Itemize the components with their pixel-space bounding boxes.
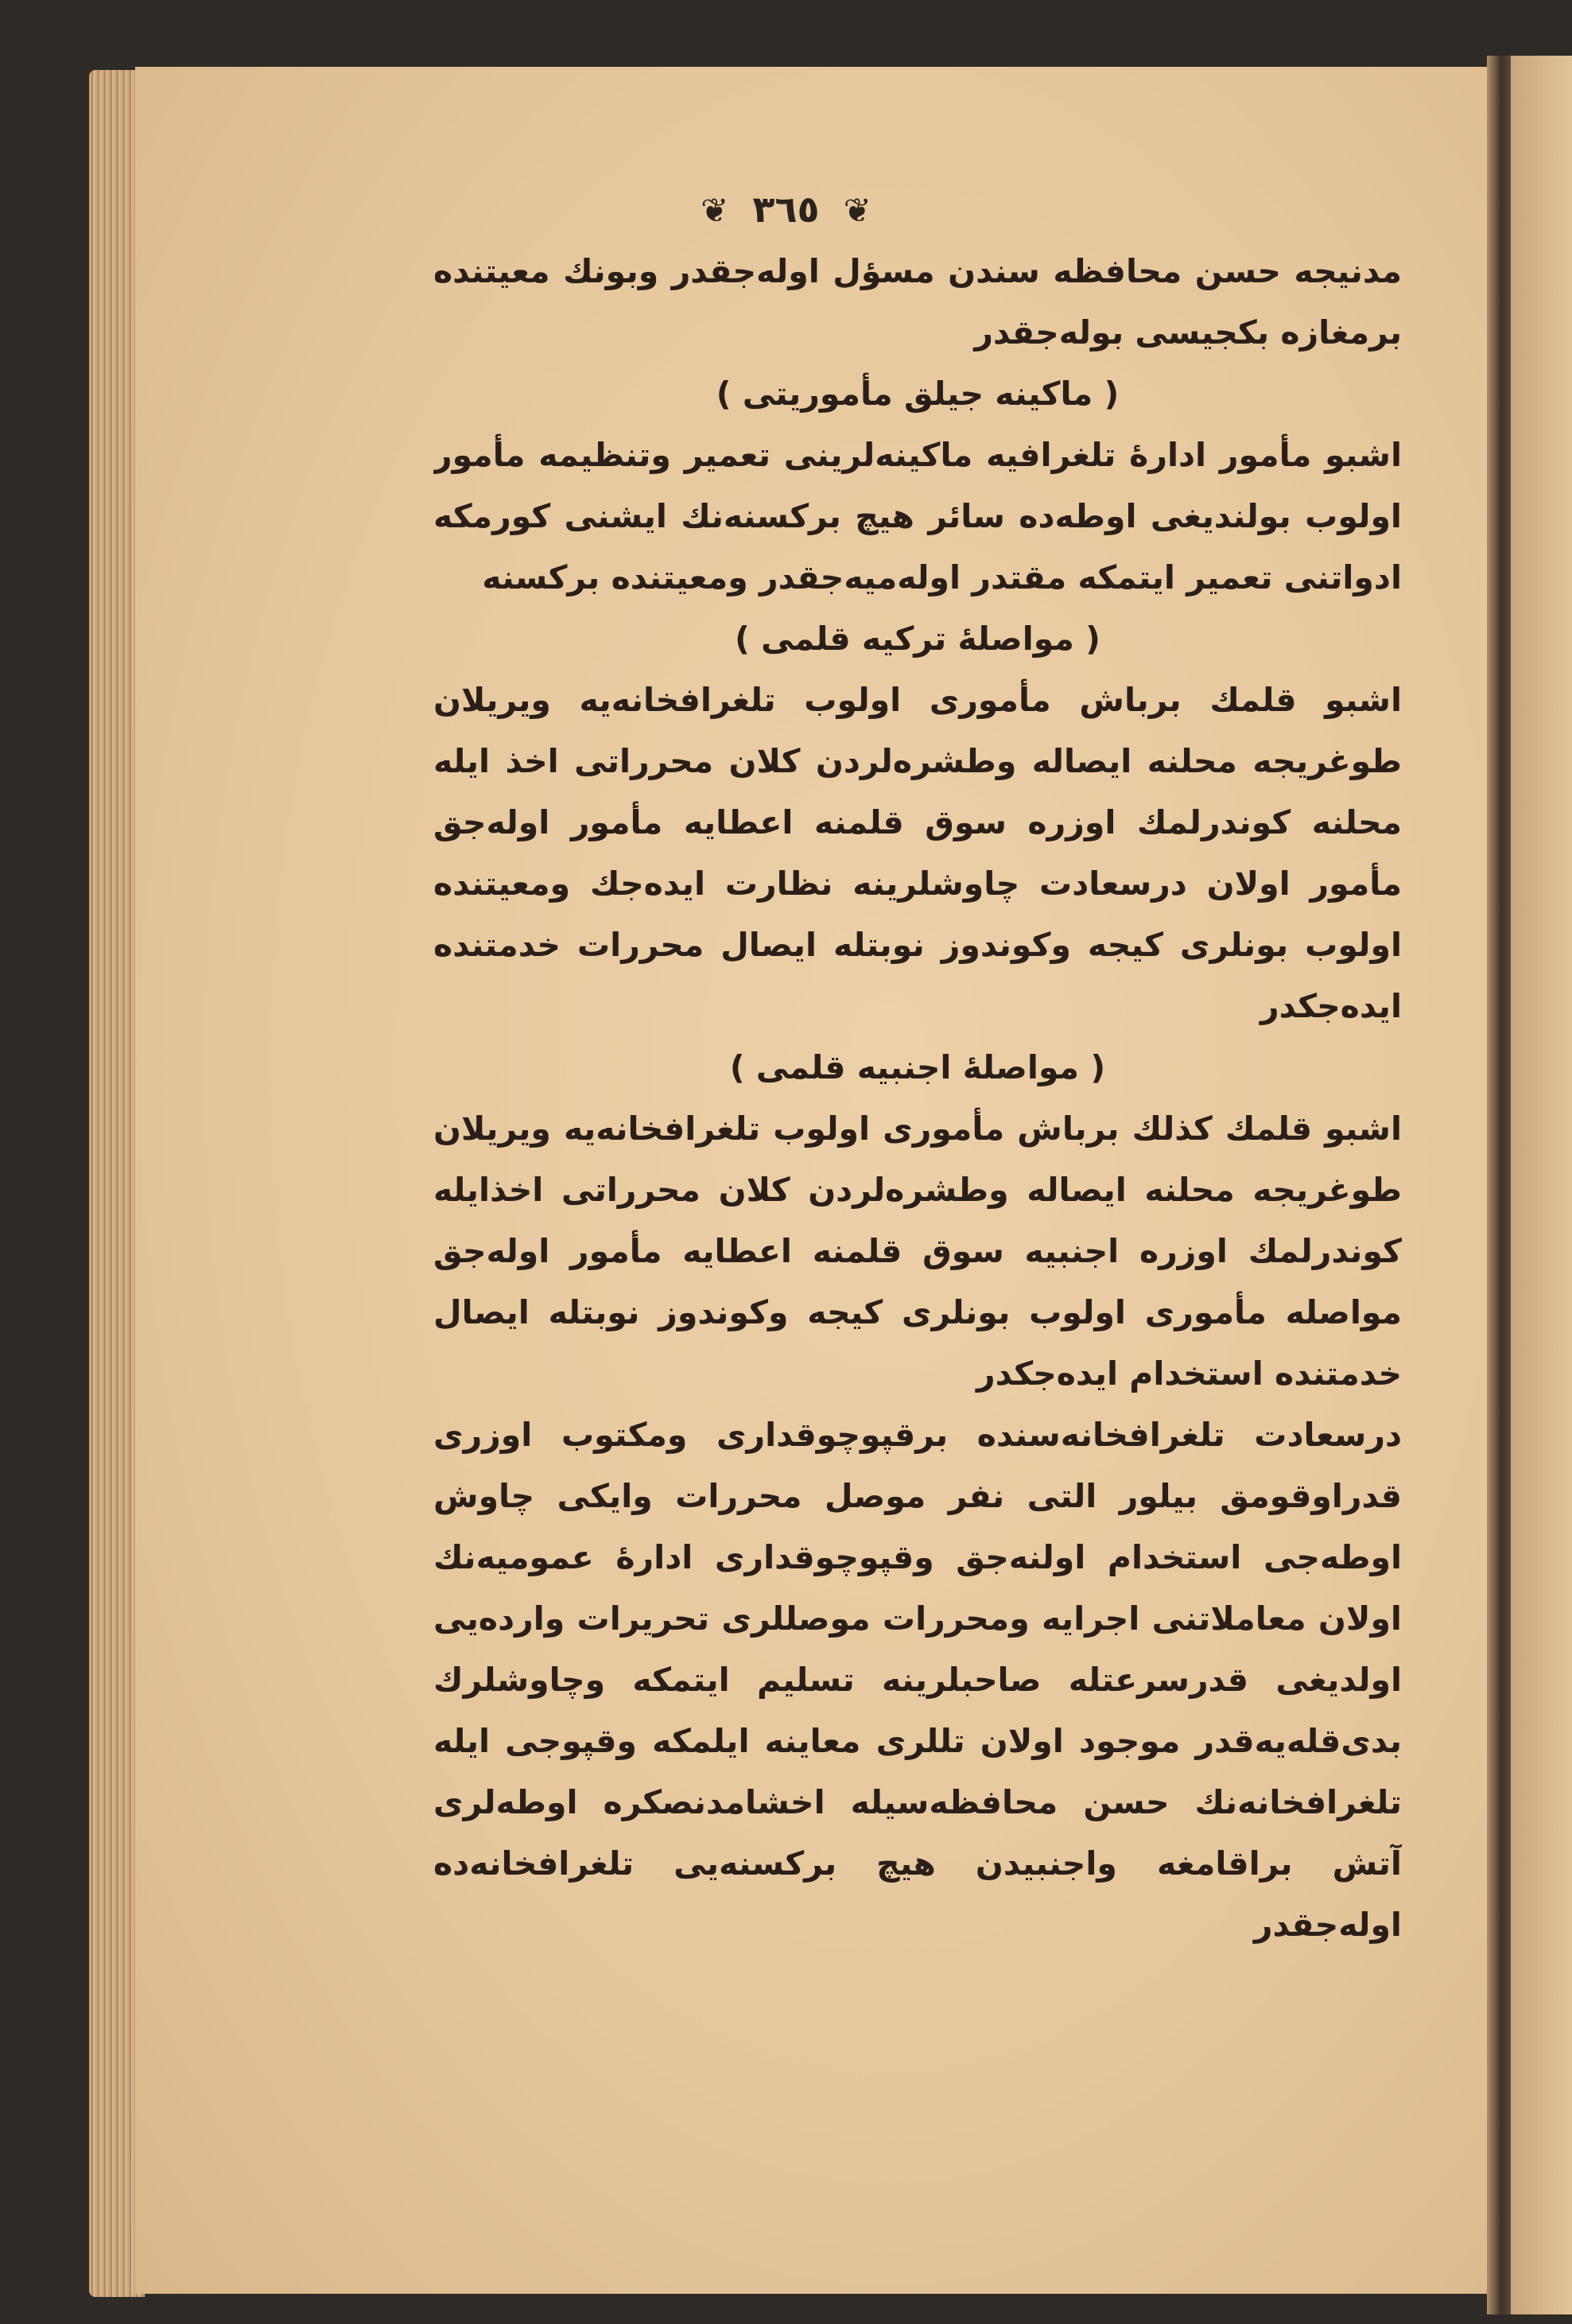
text-line: مأمور اولان درسعادت چاوشلرينه نظارت ايده‌جك ومعيتنده <box>433 865 1402 903</box>
book-gutter <box>1487 56 1511 2314</box>
text-line: اولان معاملاتنى اجرايه ومحررات موصللرى تحريرات وارده‌يى <box>433 1599 1402 1638</box>
adjacent-page-sliver <box>1511 56 1572 2314</box>
section-heading: ( مواصلۀ تركيه قلمى ) <box>735 620 1100 658</box>
text-line: ادواتنى تعمير ايتمكه مقتدر اوله‌ميه‌جقدر ومعيتنده بركسنه <box>482 558 1402 597</box>
text-line: اوطه‌جى استخدام اولنه‌جق وقپوچوقدارى ادارۀ عموميه‌نك <box>433 1538 1402 1576</box>
body-text <box>433 241 1402 1956</box>
text-line: اولوب بونلرى كيجه وكوندوز نوبتله ايصال محررات خدمتنده <box>433 926 1402 964</box>
text-line: طوغريجه محلنه ايصاله وطشره‌لردن كلان محرراتى اخذايله <box>433 1171 1402 1209</box>
text-line: مواصله مأمورى اولوب بونلرى كيجه وكوندوز نوبتله ايصال <box>433 1293 1402 1331</box>
ornament-icon: ❦ <box>843 191 871 230</box>
text-line: درسعادت تلغرافخانه‌سنده برقپوچوقدارى ومكتوب اوزرى <box>433 1416 1402 1454</box>
text-line: اولديغى قدرسرعتله صاحبلرينه تسليم ايتمكه وچاوشلرك <box>433 1661 1402 1699</box>
text-line: اوله‌جقدر <box>1253 1906 1402 1944</box>
page-number: ٣٦٥ <box>752 188 820 231</box>
text-line: خدمتنده استخدام ايده‌جكدر <box>976 1354 1402 1393</box>
text-line: آتش براقامغه واجنبيدن هيچ بركسنه‌يى تلغرافخانه‌ده <box>433 1844 1402 1883</box>
text-line: اشبو مأمور ادارۀ تلغرافيه ماكينه‌لرينى تعمير وتنظيمه مأمور <box>433 436 1402 474</box>
text-line: ايده‌جكدر <box>1260 987 1402 1025</box>
text-line: اشبو قلمك برباش مأمورى اولوب تلغرافخانه‌يه ويريلان <box>433 681 1402 719</box>
ornament-icon: ❦ <box>701 191 729 230</box>
page-header <box>0 188 1572 231</box>
text-line: محلنه كوندرلمك اوزره سوق قلمنه اعطايه مأمور اوله‌جق <box>433 803 1402 841</box>
section-heading: ( مواصلۀ اجنبيه قلمى ) <box>729 1048 1106 1086</box>
text-line: بدى‌قله‌يه‌قدر موجود اولان تللرى معاينه ايلمكه وقپوجى ايله <box>433 1722 1402 1760</box>
text-line: اشبو قلمك كذلك برباش مأمورى اولوب تلغرافخانه‌يه ويريلان <box>433 1110 1402 1148</box>
text-line: طوغريجه محلنه ايصاله وطشره‌لردن كلان محرراتى اخذ ايله <box>433 742 1402 780</box>
text-line: اولوب بولنديغى اوطه‌ده سائر هيچ بركسنه‌نك ايشنى كورمكه <box>433 497 1402 535</box>
text-line: برمغازه بكجيسى بوله‌جقدر <box>974 313 1402 352</box>
text-line: كوندرلمك اوزره اجنبيه سوق قلمنه اعطايه مأمور اوله‌جق <box>433 1232 1402 1270</box>
text-line: مدنيجه حسن محافظه سندن مسؤل اوله‌جقدر وبونك معيتنده <box>433 252 1402 290</box>
text-line: تلغرافخانه‌نك حسن محافظه‌سيله اخشامدنصكره اوطه‌لرى <box>433 1783 1402 1821</box>
section-heading: ( ماكينه جيلق مأموريتى ) <box>716 375 1120 413</box>
text-line: قدراوقومق بيلور التى نفر موصل محررات وايكى چاوش <box>433 1477 1402 1515</box>
